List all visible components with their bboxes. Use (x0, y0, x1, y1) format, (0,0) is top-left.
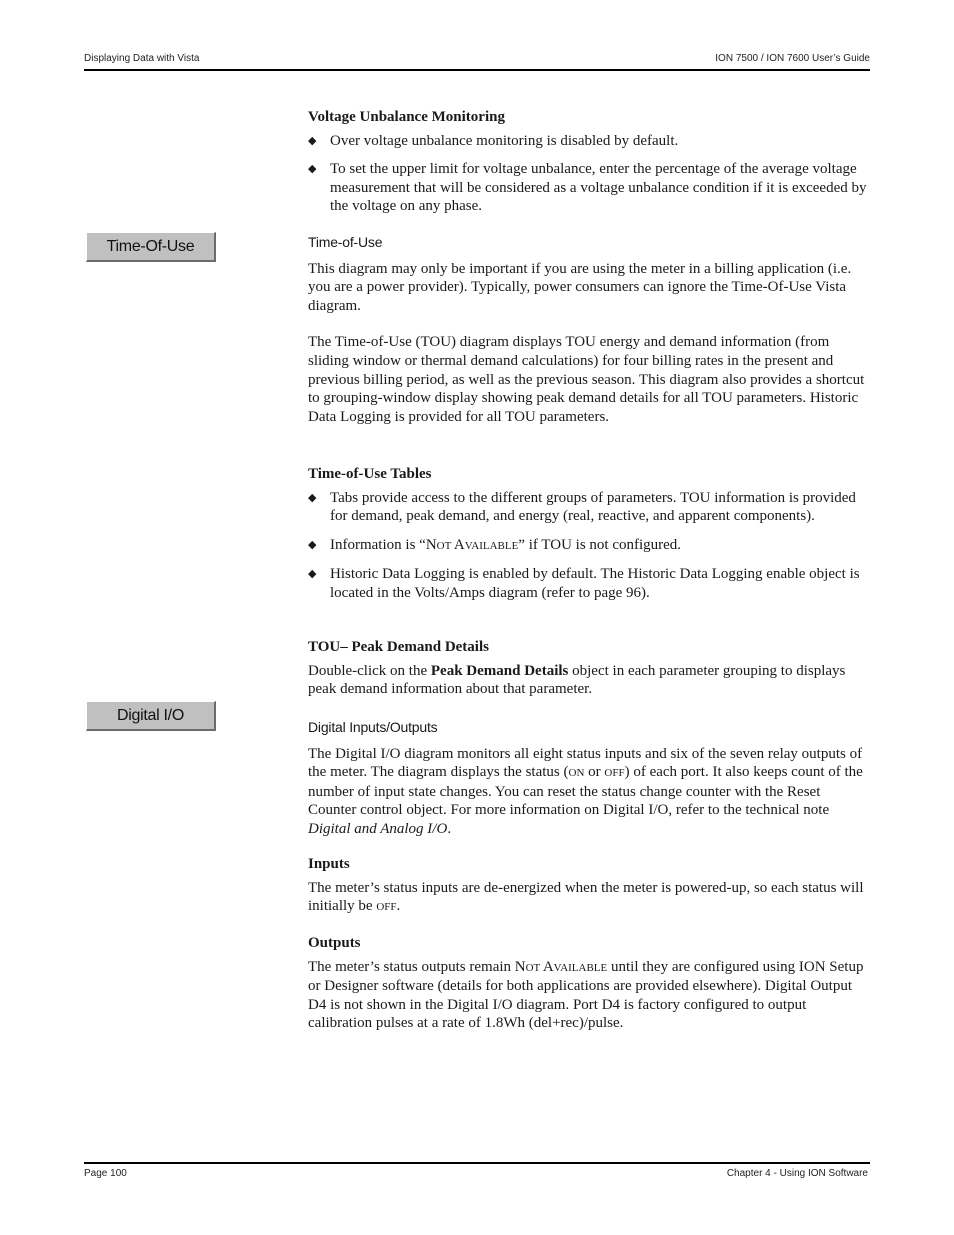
paragraph: Double-click on the Peak Demand Details object in each parameter grouping to displays peak demand information about that parameter. (308, 662, 846, 698)
paragraph: This diagram may only be important if you are using the meter in a billing application (i.e. you are a power provider). Typically, power consumers can ignore the Time-Of-Use Vista diagram. (308, 260, 852, 314)
section-heading: Inputs (308, 856, 350, 872)
list-item: ◆ Tabs provide access to the different groups of parameters. TOU information is provided for demand, peak demand, and energy (real, reactive, and apparent components). (308, 489, 856, 525)
paragraph: The meter’s status outputs remain NOT AVAILABLE until they are configured using ION Setup or Designer software (details for both applications are provided elsewhere). Digital Output D4 is not shown in the Digital I/O diagram. Port D4 is factory configured to output calibration pulses at a rate of 1.8Wh (del+rec)/pulse. (308, 958, 864, 1032)
section-heading: Digital Inputs/Outputs (308, 719, 438, 735)
paragraph: The Digital I/O diagram monitors all eight status inputs and six of the seven relay outputs of the meter. The diagram displays the status (ON or OFF) of each port. It also keeps count of the number of input state changes. You can reset the status change counter with the Reset Counter control object. For more information on Digital I/O, refer to the technical note Digital and Analog I/O. (308, 745, 863, 837)
outputs-section (308, 934, 870, 1033)
section-heading: Time-of-Use Tables (308, 466, 432, 482)
bullet-diamond-icon: ◆ (308, 538, 317, 551)
bullet-diamond-icon: ◆ (308, 568, 317, 581)
digital-io-button[interactable]: Digital I/O (86, 701, 216, 731)
bullet-diamond-icon: ◆ (308, 163, 317, 176)
bullet-diamond-icon: ◆ (308, 491, 317, 504)
paragraph: The meter’s status inputs are de-energized when the meter is powered-up, so each status will initially be OFF. (308, 879, 864, 915)
list-item: ◆ Historic Data Logging is enabled by default. The Historic Data Logging enable object is located in the Volts/Amps diagram (refer to page 96). (308, 566, 860, 601)
section-heading: Outputs (308, 935, 361, 951)
paragraph: The Time-of-Use (TOU) diagram displays TOU energy and demand information (from sliding window or thermal demand calculations) for four billing rates in the present and previous billing period, as well as the previous season. This diagram also provides a shortcut to grouping-window display showing peak demand details for all TOU parameters. Historic Data Logging is provided for all TOU parameters. (308, 334, 865, 425)
voltage-unbalance-section (308, 108, 870, 216)
bullet-diamond-icon: ◆ (308, 134, 317, 147)
footer-rule (84, 1162, 870, 1164)
header-rule (84, 69, 870, 71)
footer-chapter-title: Chapter 4 - Using ION Software (726, 1168, 868, 1179)
list-item: ◆ Over voltage unbalance monitoring is disabled by default. (308, 132, 679, 149)
digital-io-section (308, 718, 870, 839)
section-heading: Time-of-Use (308, 234, 383, 250)
header-section-title: Displaying Data with Vista (84, 53, 200, 64)
section-heading: TOU– Peak Demand Details (308, 639, 489, 655)
list-item: ◆ Information is “NOT AVAILABLE” if TOU is not configured. (308, 536, 682, 553)
header-document-title: ION 7500 / ION 7600 User’s Guide (715, 53, 870, 64)
time-of-use-section (308, 233, 870, 426)
time-of-use-button[interactable]: Time-Of-Use (86, 232, 216, 262)
page-number: Page 100 (84, 1168, 127, 1179)
tou-tables-section (308, 465, 870, 603)
inputs-section (308, 855, 870, 917)
section-heading: Voltage Unbalance Monitoring (308, 109, 505, 125)
list-item: ◆ To set the upper limit for voltage unbalance, enter the percentage of the average voltage measurement that will be considered as a voltage unbalance condition if it is exceeded by the voltage on any phase. (308, 161, 867, 215)
peak-demand-section (308, 638, 870, 699)
